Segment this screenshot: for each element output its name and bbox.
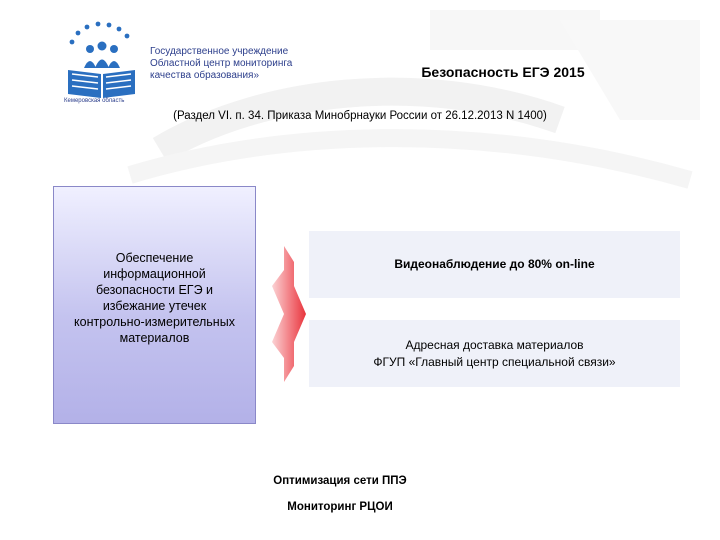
- arrow-right-icon: [270, 246, 306, 382]
- region-label: Кемеровская область: [64, 98, 125, 104]
- goal-line: контрольно-измерительных: [74, 315, 235, 329]
- goal-text: [72, 250, 237, 346]
- measure-line: Адресная доставка материалов: [405, 337, 584, 352]
- goal-line: информационной: [103, 267, 206, 281]
- goal-line: избежание утечек: [102, 299, 207, 313]
- goal-box: [53, 186, 256, 424]
- goal-line: безопасности ЕГЭ и: [95, 283, 214, 297]
- goal-line: Обеспечение: [115, 251, 194, 265]
- measure-box-delivery: [309, 320, 680, 387]
- measure-box-video: [309, 231, 680, 298]
- measure-line: ФГУП «Главный центр специальной связи»: [373, 354, 616, 369]
- bottom-item-optimization: Оптимизация сети ППЭ: [273, 475, 407, 487]
- org-line: Областной центр мониторинга: [150, 58, 293, 69]
- bottom-item-monitoring: Мониторинг РЦОИ: [287, 501, 393, 513]
- page-title: Безопасность ЕГЭ 2015: [421, 64, 585, 80]
- organization-name: [150, 46, 320, 82]
- org-line: качества образования»: [150, 70, 260, 81]
- page-subtitle: (Раздел VI. п. 34. Приказа Минобрнауки России от 26.12.2013 N 1400): [173, 110, 547, 122]
- measure-line: Видеонаблюдение до 80% on-line: [394, 257, 595, 271]
- goal-line: материалов: [119, 331, 190, 345]
- org-line: Государственное учреждение: [150, 46, 289, 57]
